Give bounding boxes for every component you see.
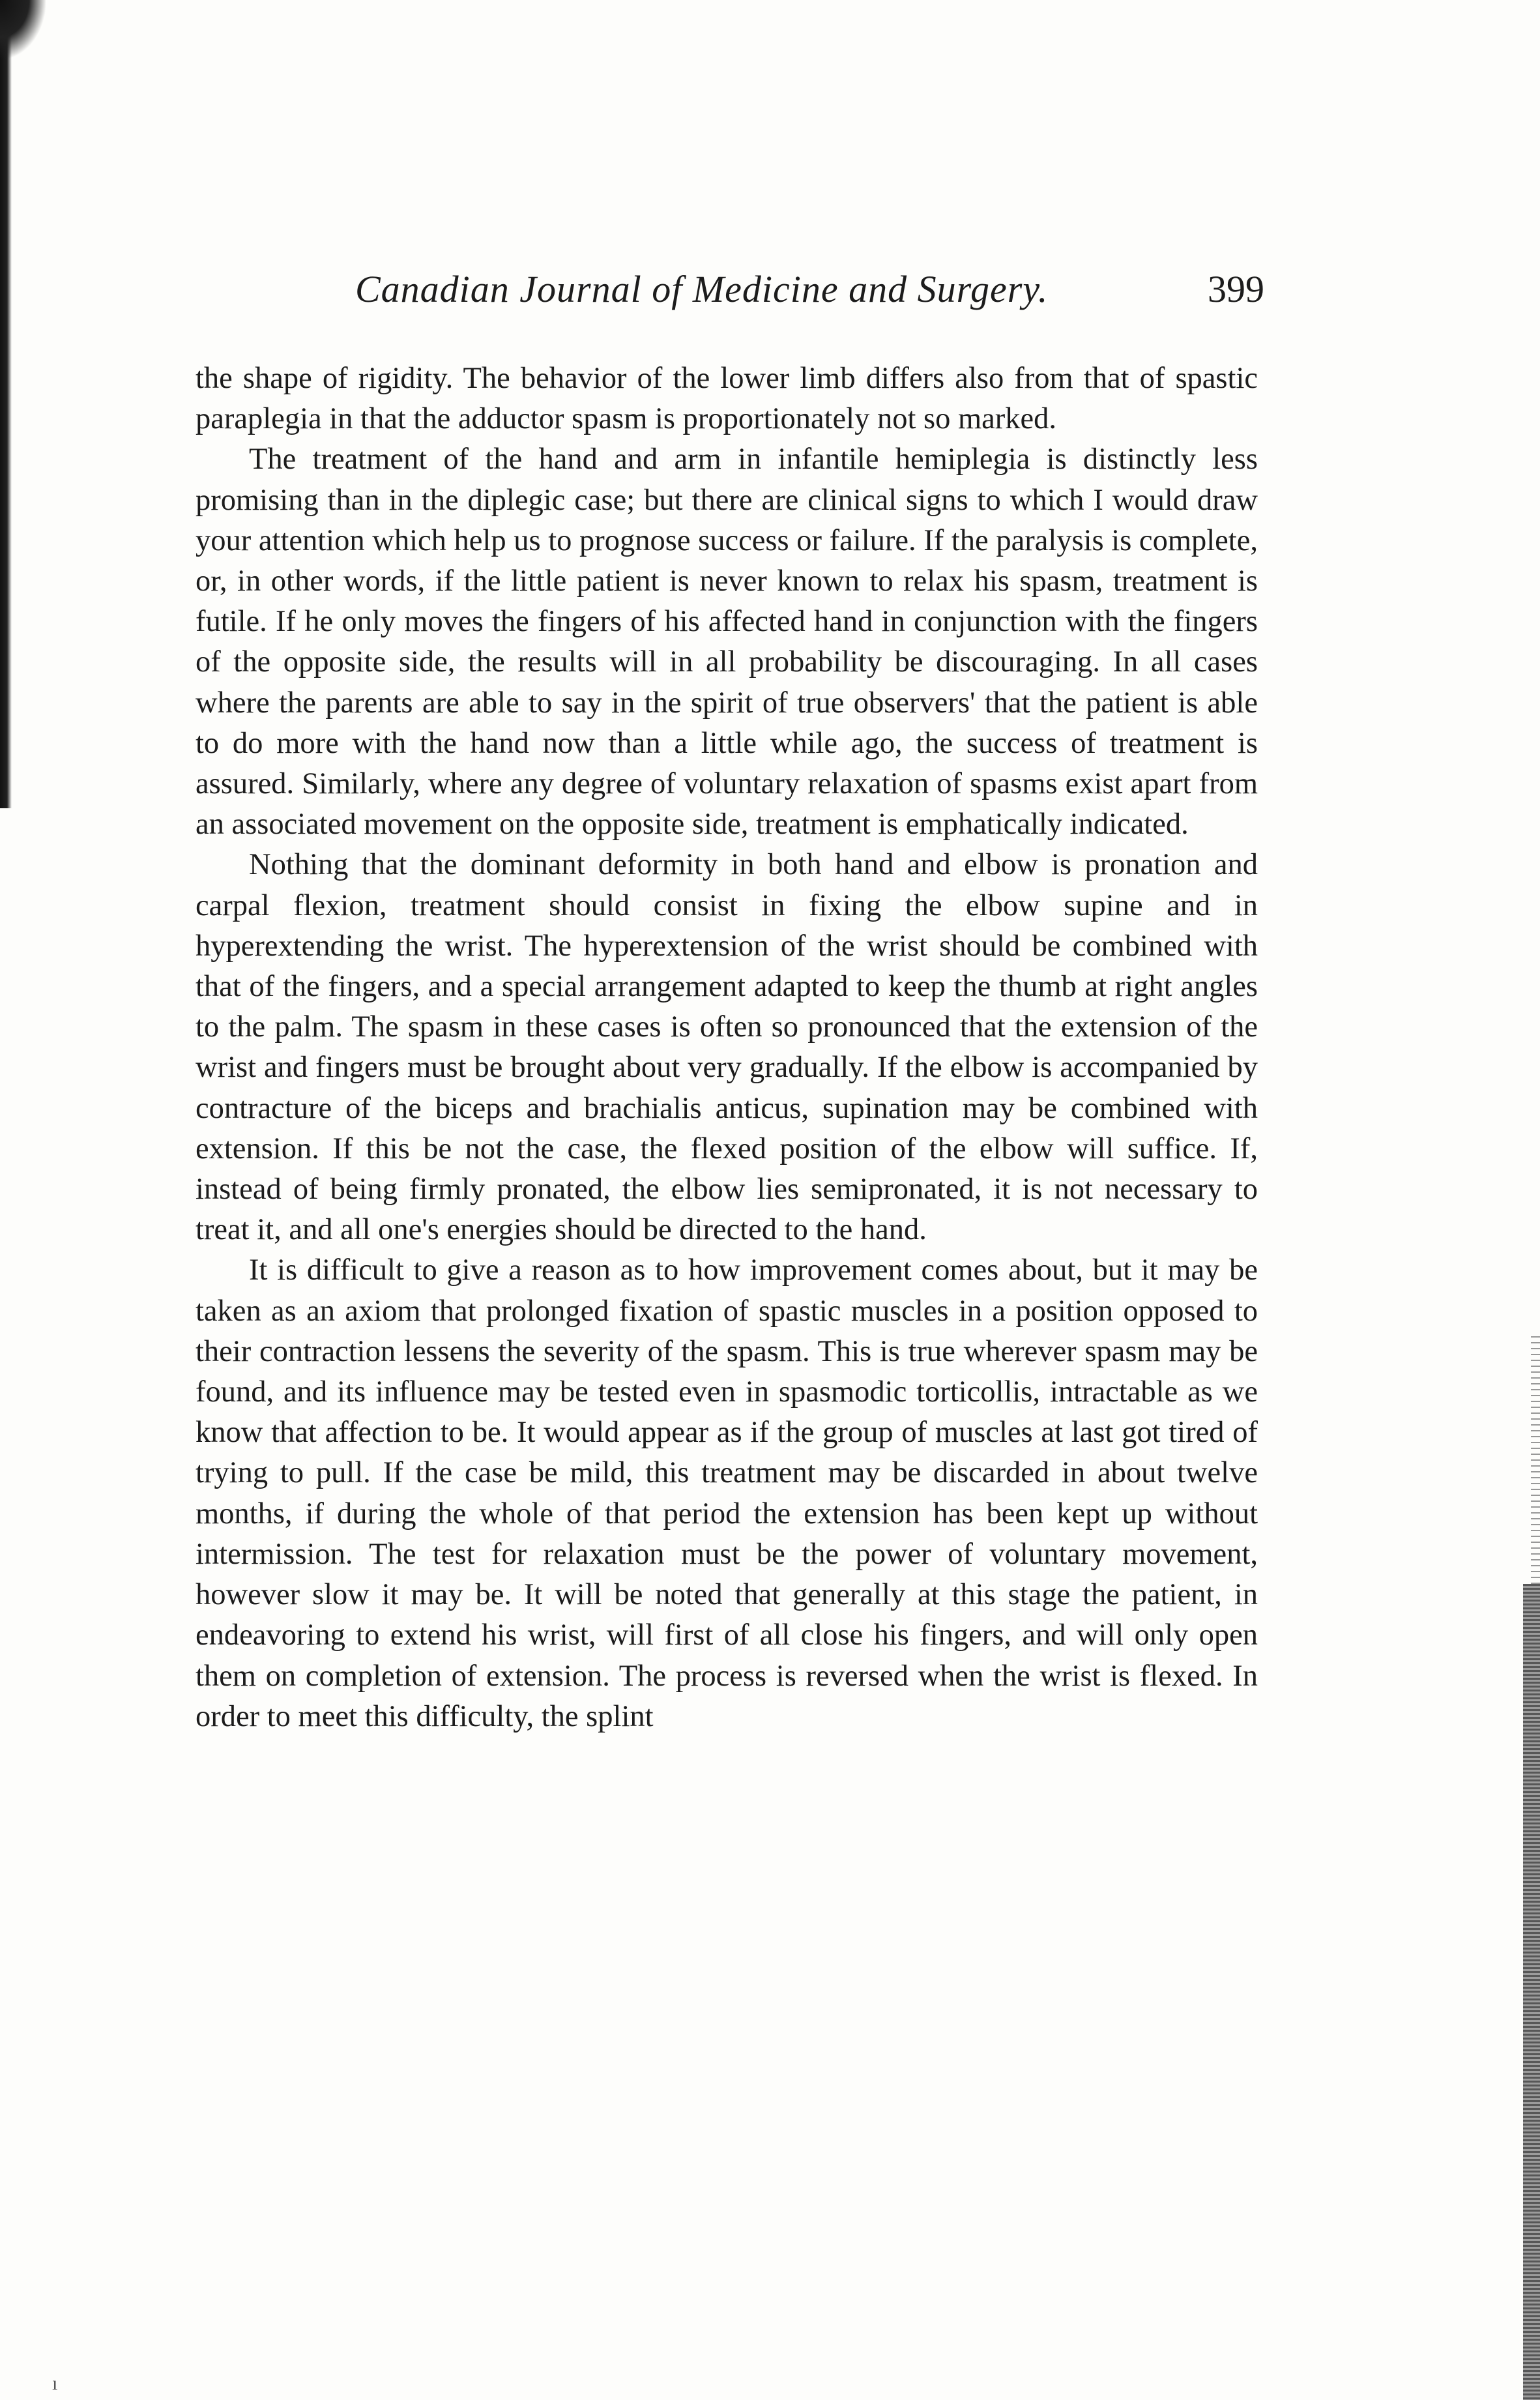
- margin-mark: ı: [52, 2373, 58, 2394]
- page-edge-shadow: [1523, 1584, 1540, 2400]
- page-corner-shadow: [0, 0, 46, 59]
- paragraph: Nothing that the dominant deformity in both hand and elbow is pronation and carpal flexion, treatment should consist in fixing the elbow supine and in hyperextending the wrist. The hyperextension of the wrist should be combined with that of the fingers, and a special arrangement adapted to keep the thumb at right angles to the palm. The spasm in these cases is often so pronounced that the extension of the wrist and fingers must be brought about very gradually. If the elbow is accompanied by contracture of the biceps and brachialis anticus, supination may be combined with extension. If this be not the case, the flexed position of the elbow will suffice. If, instead of being firmly pronated, the elbow lies semipronated, it is not necessary to treat it, and all one's energies should be directed to the hand.: [196, 848, 1258, 1247]
- running-head: [196, 267, 1303, 326]
- paragraph: The treatment of the hand and arm in infantile hemiplegia is distinctly less promising than in the diplegic case; but there are clinical signs to which I would draw your attention which help us to prognose success or failure. If the paralysis is complete, or, in other words, if the little patient is never known to relax his spasm, treatment is futile. If he only moves the fingers of his affected hand in conjunction with the fingers of the opposite side, the results will in all probability be discouraging. In all cases where the parents are able to say in the spirit of true observers' that the patient is able to do more with the hand now than a little while ago, the success of treatment is assured. Similarly, where any degree of voluntary relaxation of spasms exist apart from an associated movement on the opposite side, treatment is emphatically indicated.: [196, 443, 1258, 841]
- article-body: [196, 359, 1258, 1737]
- page-binding-shadow: [0, 0, 12, 808]
- paragraph: It is difficult to give a reason as to how improvement comes about, but it may be taken as an axiom that prolonged fixation of spastic muscles in a position opposed to their contraction lessens the severity of the spasm. This is true wherever spasm may be found, and its influence may be tested even in spasmodic torticollis, intractable as we know that affection to be. It would appear as if the group of muscles at last got tired of trying to pull. If the case be mild, this treatment may be discarded in about twelve months, if during the whole of that period the extension has been kept up without intermission. The test for relaxation must be the power of voluntary movement, however slow it may be. It will be noted that generally at this stage the patient, in endeavoring to extend his wrist, will first of all close his fingers, and will only open them on completion of extension. The process is reversed when the wrist is flexed. In order to meet this difficulty, the splint: [196, 1253, 1258, 1733]
- page-edge-texture: [1531, 1336, 1540, 1584]
- journal-title: Canadian Journal of Medicine and Surgery.: [355, 268, 1049, 310]
- paragraph-continuation: the shape of rigidity. The behavior of the lower limb differs also from that of spastic paraplegia in that the adductor spasm is proportionately not so marked.: [196, 362, 1258, 436]
- page-number: 399: [1208, 268, 1264, 310]
